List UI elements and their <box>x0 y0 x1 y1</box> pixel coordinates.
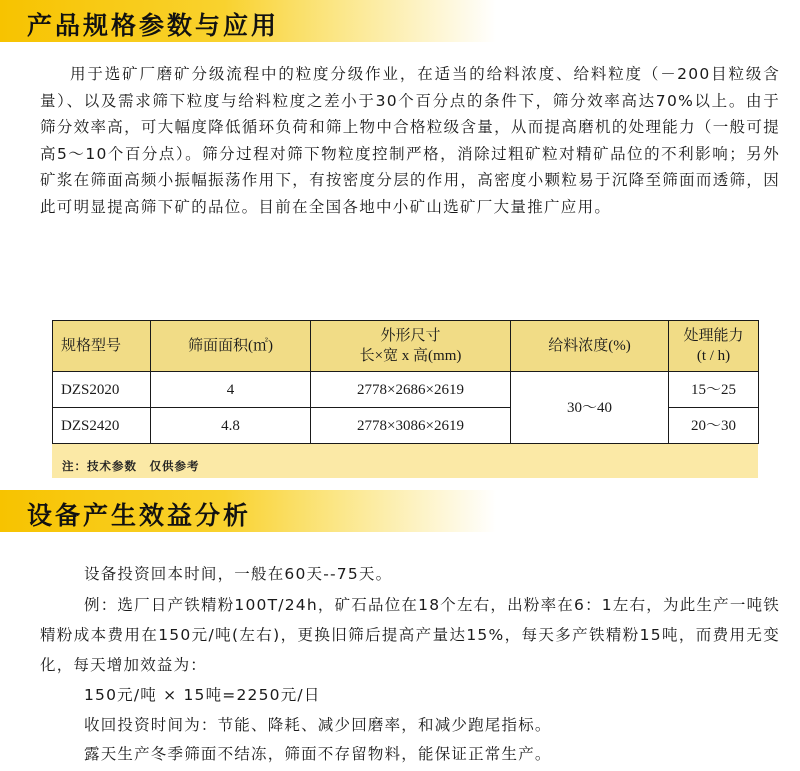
spec-table <box>52 320 759 444</box>
winter-line: 露天生产冬季筛面不结冻，筛面不存留物料，能保证正常生产。 <box>84 745 552 763</box>
payback-line: 设备投资回本时间，一般在60天--75天。 <box>84 565 393 583</box>
section-title: 设备产生效益分析 <box>27 501 252 530</box>
cell-density-merged: 30～40 <box>511 372 669 444</box>
section-header-benefits <box>0 490 800 532</box>
header-dimensions <box>311 321 511 372</box>
cell-dimensions: 2778×2686×2619 <box>311 372 511 408</box>
header-dimensions-line2: 长×宽 x 高(mm) <box>359 348 462 364</box>
table-note: 注：技术参数 仅供参考 <box>62 459 200 473</box>
cell-model: DZS2020 <box>53 372 151 408</box>
cell-capacity: 20～30 <box>669 408 759 444</box>
calc-line: 150元/吨 × 15吨=2250元/日 <box>84 686 321 704</box>
header-capacity-line2: (t / h) <box>696 348 731 364</box>
cell-area: 4 <box>151 372 311 408</box>
recovery-line: 收回投资时间为：节能、降耗、减少回磨率，和减少跑尾指标。 <box>84 716 552 734</box>
header-density: 给料浓度(%) <box>511 321 669 372</box>
example-paragraph: 例：选厂日产铁精粉100T/24h，矿石品位在18个左右，出粉率在6：1左右，为此生产一吨铁精粉成本费用在150元/吨(左右)，更换旧筛后提高产量达15%，每天多产铁精粉15吨，而费用无变化，每天增加效益为： <box>40 596 780 674</box>
spec-table-panel <box>52 320 758 478</box>
section-title: 产品规格参数与应用 <box>27 11 280 40</box>
header-dimensions-line1: 外形尺寸 <box>380 328 441 344</box>
header-capacity-line1: 处理能力 <box>683 328 744 344</box>
intro-paragraph: 用于选矿厂磨矿分级流程中的粒度分级作业，在适当的给料浓度、给料粒度（－200目粒级含量）、以及需求筛下粒度与给料粒度之差小于30个百分点的条件下，筛分效率高达70%以上。由于筛分效率高，可大幅度降低循环负荷和筛上物中合格粒级含量，从而提高磨机的处理能力（一般可提高5～10个百分点）。筛分过程对筛下物粒度控制严格，消除过粗矿粒对精矿品位的不利影响；另外矿浆在筛面高频小振幅振荡作用下，有按密度分层的作用，高密度小颗粒易于沉降至筛面而透筛，因此可明显提高筛下矿的品位。目前在全国各地中小矿山选矿厂大量推广应用。 <box>40 65 780 216</box>
header-area: 筛面面积(㎡) <box>151 321 311 372</box>
cell-model: DZS2420 <box>53 408 151 444</box>
header-capacity <box>669 321 759 372</box>
cell-area: 4.8 <box>151 408 311 444</box>
table-row <box>53 372 759 408</box>
table-header-row <box>53 321 759 372</box>
header-model: 规格型号 <box>53 321 151 372</box>
section-header-specs <box>0 0 800 42</box>
cell-capacity: 15～25 <box>669 372 759 408</box>
cell-dimensions: 2778×3086×2619 <box>311 408 511 444</box>
